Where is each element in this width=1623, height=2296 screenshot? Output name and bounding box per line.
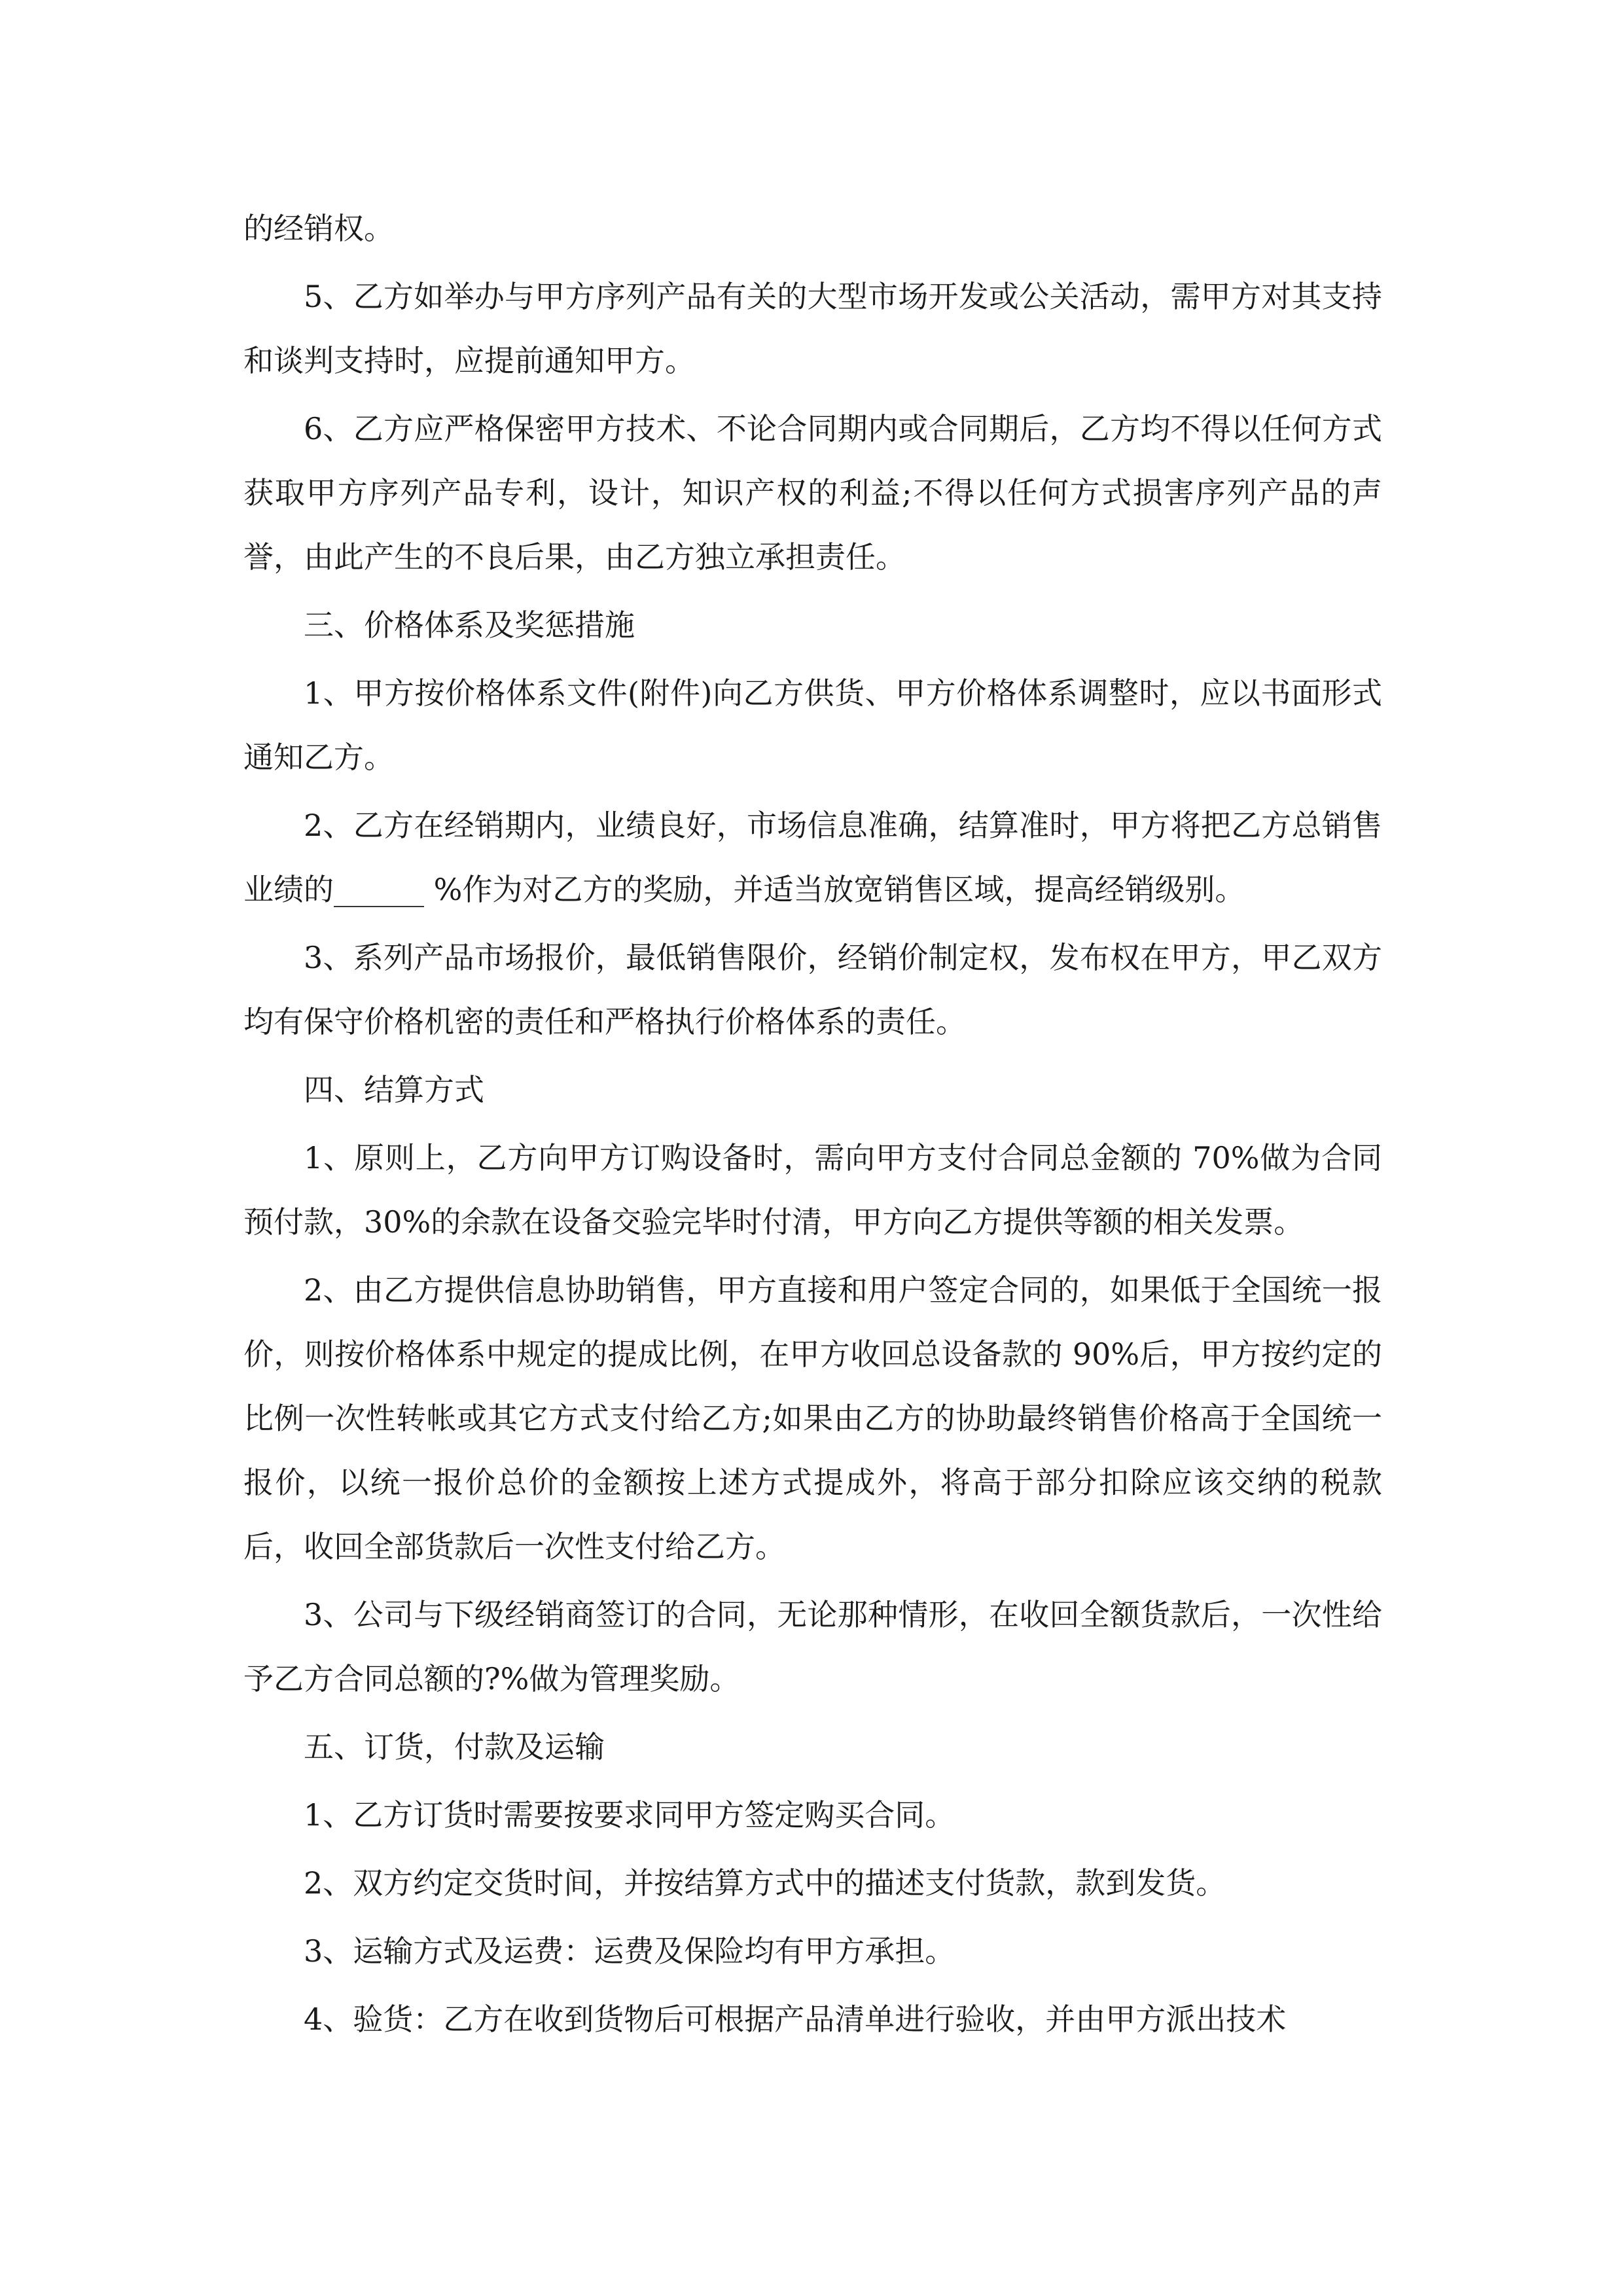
ordering-clause-4: 4、验货：乙方在收到货物后可根据产品清单进行验收，并由甲方派出技术 — [304, 2001, 1287, 2037]
pricing-clause-2: 2、乙方在经销期内，业绩良好，市场信息准确，结算准时，甲方将把乙方总销售业绩的______ %作为对乙方的奖励，并适当放宽销售区域，提高经销级别。 — [243, 808, 1382, 907]
section-heading-ordering: 五、订货，付款及运输 — [304, 1729, 605, 1765]
ordering-clause-2: 2、双方约定交货时间，并按结算方式中的描述支付货款，款到发货。 — [304, 1865, 1226, 1901]
section-heading-pricing: 三、价格体系及奖惩措施 — [304, 607, 635, 643]
settlement-clause-1: 1、原则上，乙方向甲方订购设备时，需向甲方支付合同总金额的 70%做为合同预付款，30%的余款在设备交验完毕时付清，甲方向乙方提供等额的相关发票。 — [243, 1140, 1382, 1240]
clause-6-confidentiality: 6、乙方应严格保密甲方技术、不论合同期内或合同期后，乙方均不得以任何方式获取甲方序列产品专利，设计，知识产权的利益;不得以任何方式损害序列产品的声誉，由此产生的不良后果，由乙方独立承担责任。 — [243, 411, 1382, 575]
clause-5-market-activities: 5、乙方如举办与甲方序列产品有关的大型市场开发或公关活动，需甲方对其支持和谈判支持时，应提前通知甲方。 — [243, 279, 1382, 378]
settlement-clause-3: 3、公司与下级经销商签订的合同，无论那种情形，在收回全额货款后，一次性给予乙方合同总额的?%做为管理奖励。 — [243, 1597, 1382, 1696]
pricing-clause-1: 1、甲方按价格体系文件(附件)向乙方供货、甲方价格体系调整时，应以书面形式通知乙方。 — [243, 675, 1382, 775]
ordering-clause-3: 3、运输方式及运费：运费及保险均有甲方承担。 — [304, 1933, 955, 1969]
section-heading-settlement: 四、结算方式 — [304, 1072, 484, 1107]
ordering-clause-1: 1、乙方订货时需要按要求同甲方签定购买合同。 — [304, 1797, 955, 1833]
paragraph-continuation: 的经销权。 — [243, 211, 394, 246]
document-body — [243, 196, 1382, 2055]
pricing-clause-3: 3、系列产品市场报价，最低销售限价，经销价制定权，发布权在甲方，甲乙双方均有保守价格机密的责任和严格执行价格体系的责任。 — [243, 940, 1382, 1039]
settlement-clause-2: 2、由乙方提供信息协助销售，甲方直接和用户签定合同的，如果低于全国统一报价，则按价格体系中规定的提成比例，在甲方收回总设备款的 90%后，甲方按约定的比例一次性转帐或其它方式支付给乙方;如果由乙方的协助最终销售价格高于全国统一报价，以统一报价总价的金额按上述方式提成外，将高于部分扣除应该交纳的税款后，收回全部货款后一次性支付给乙方。 — [243, 1272, 1382, 1564]
